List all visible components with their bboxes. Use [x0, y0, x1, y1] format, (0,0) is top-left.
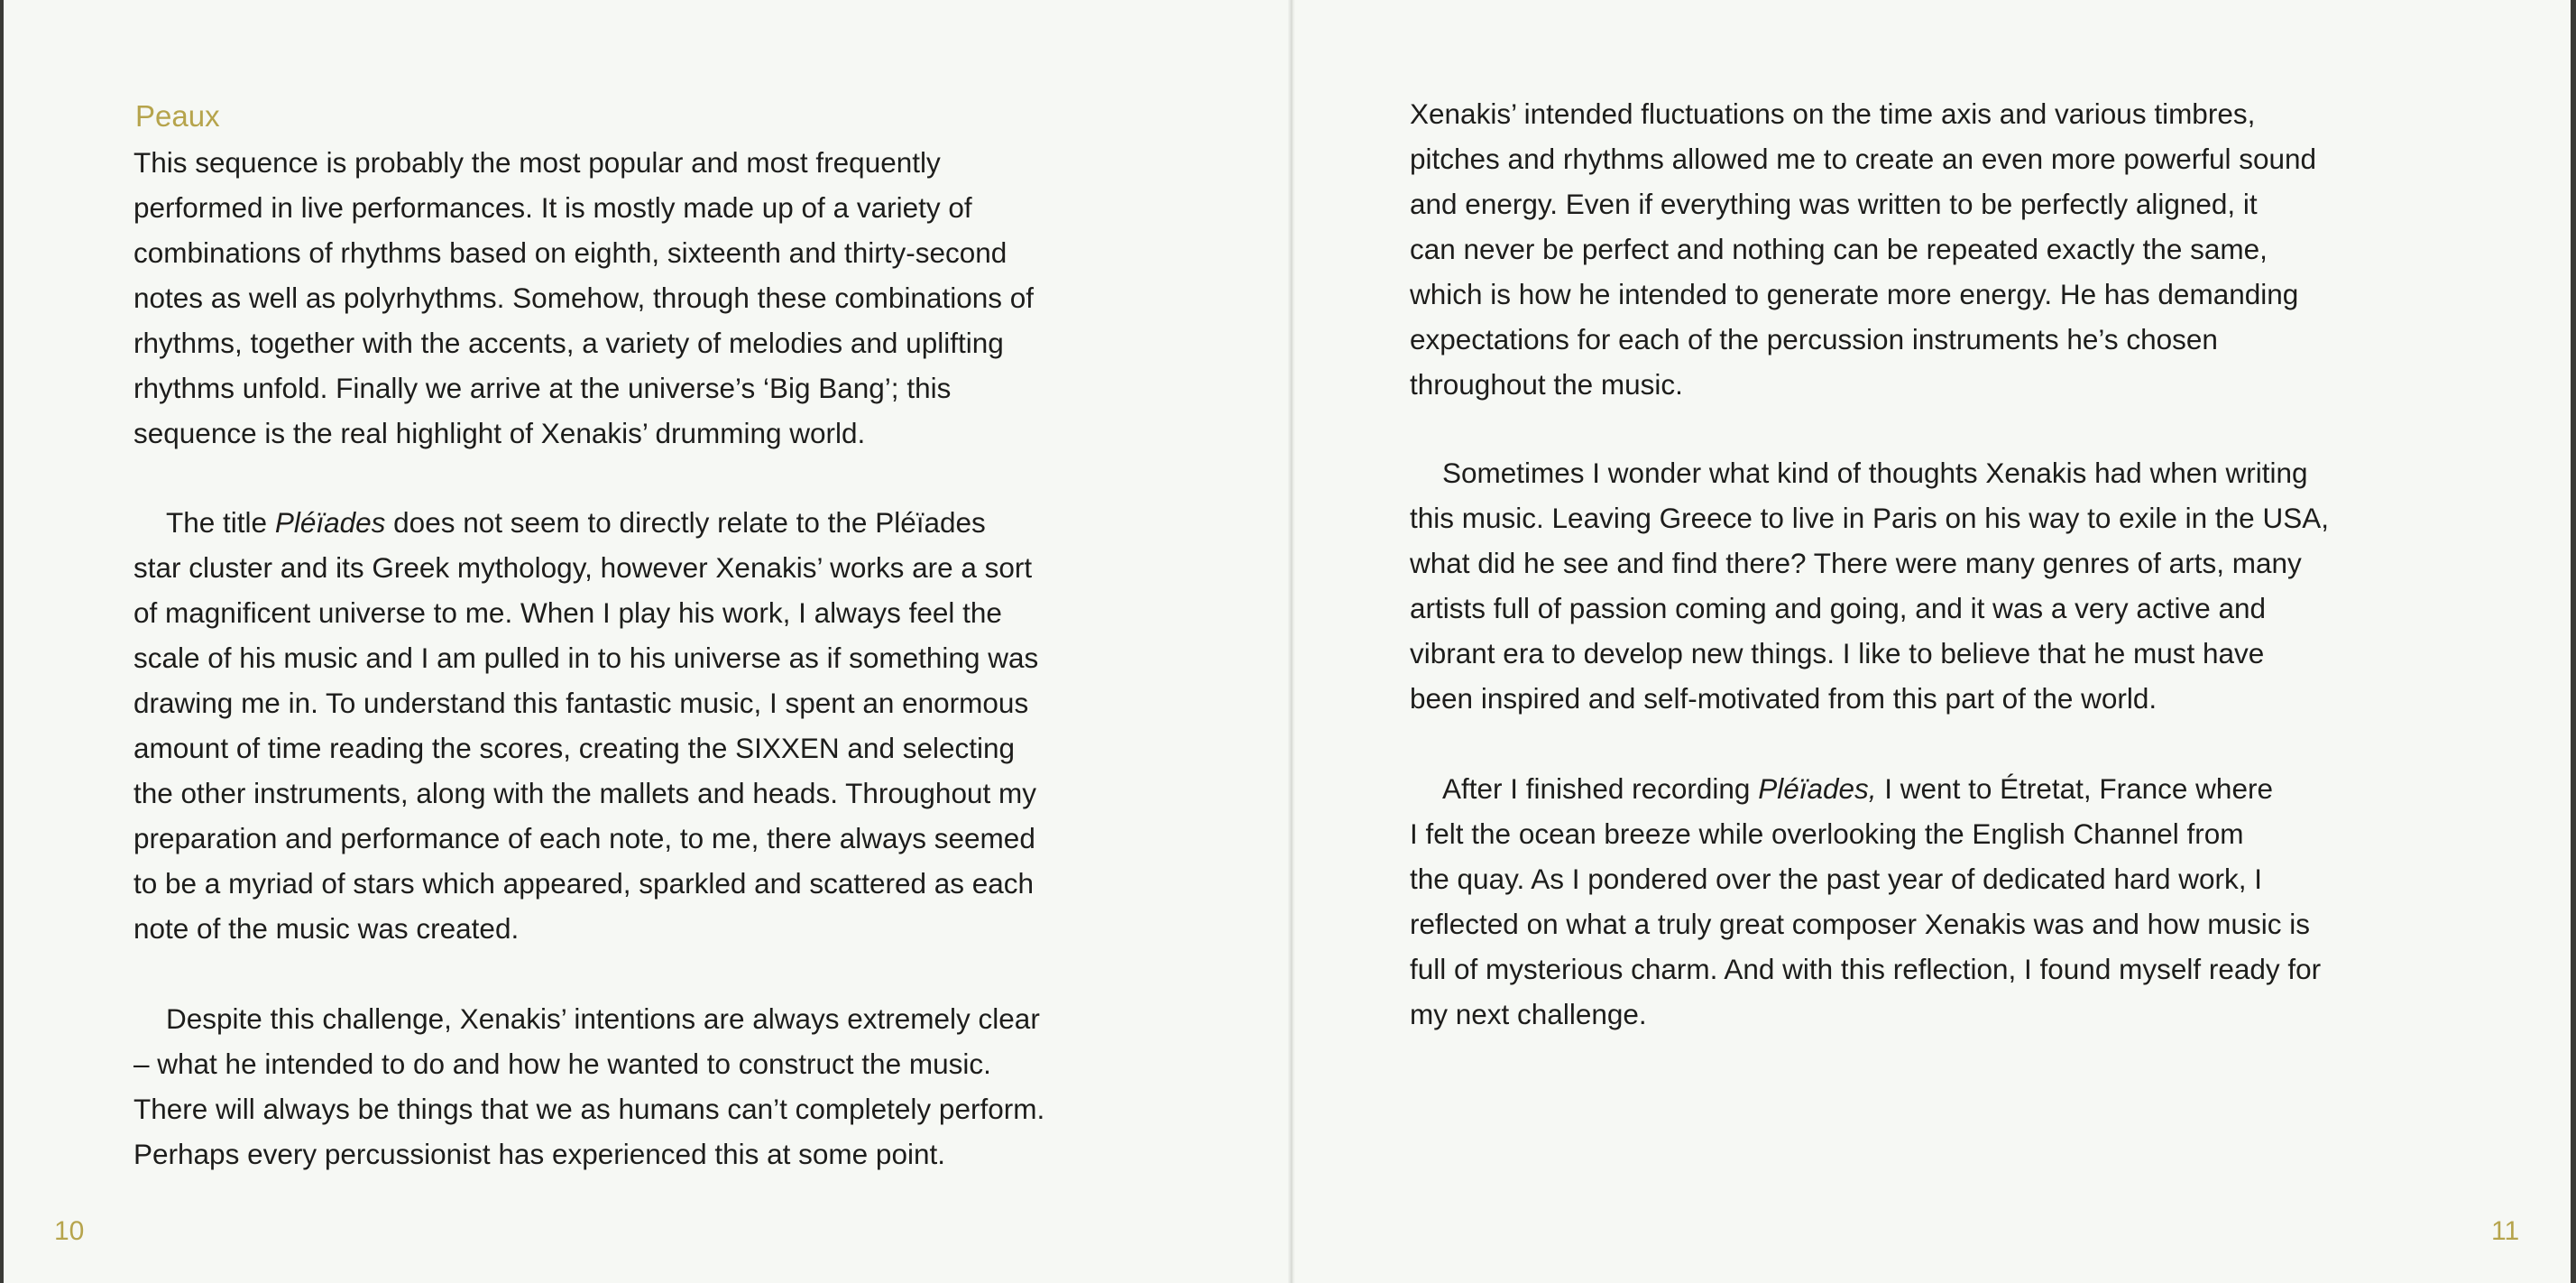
text-line: to be a myriad of stars which appeared, sparkled and scattered as each	[133, 867, 1035, 900]
text-line: performed in live performances. It is mostly made up of a variety of	[133, 191, 972, 224]
text-line: what did he see and find there? There were many genres of arts, many	[1410, 547, 2302, 579]
text-line: amount of time reading the scores, creating the SIXXEN and selecting	[133, 732, 1016, 764]
text-line: – what he intended to do and how he wanted to construct the music.	[133, 1048, 991, 1080]
page-number: 10	[54, 1216, 85, 1246]
text-line: Despite this challenge, Xenakis’ intentions are always extremely clear	[166, 1002, 1040, 1035]
text-line: Sometimes I wonder what kind of thoughts Xenakis had when writing	[1442, 457, 2308, 489]
text-line: the other instruments, along with the mallets and heads. Throughout my	[133, 777, 1036, 809]
page-number: 11	[2491, 1216, 2520, 1246]
body-paragraph	[1410, 766, 2321, 1037]
booklet-spine	[1288, 0, 1295, 1283]
text-line: Perhaps every percussionist has experienced this at some point.	[133, 1138, 945, 1170]
text-line: star cluster and its Greek mythology, however Xenakis’ works are a sort	[133, 551, 1033, 584]
text-line: vibrant era to develop new things. I like to believe that he must have	[1410, 637, 2265, 669]
italic-title: Pléïades,	[1758, 772, 1877, 805]
italic-title: Pléïades	[274, 506, 386, 539]
text-line: full of mysterious charm. And with this reflection, I found myself ready for	[1410, 953, 2322, 985]
text-line: preparation and performance of each note, to me, there always seemed	[133, 822, 1035, 854]
text-line: this music. Leaving Greece to live in Paris on his way to exile in the USA,	[1410, 502, 2329, 534]
text-line: The title Pléïades does not seem to directly relate to the Pléïades	[166, 506, 986, 539]
text-line: of magnificent universe to me. When I play his work, I always feel the	[133, 596, 1002, 629]
booklet-edge-left	[0, 0, 4, 1283]
text-line: There will always be things that we as humans can’t completely perform.	[133, 1093, 1045, 1125]
booklet-edge-right	[2571, 0, 2576, 1283]
text-line: throughout the music.	[1410, 368, 1683, 401]
text-line: artists full of passion coming and going, and it was a very active and	[1410, 592, 2267, 624]
text-line: the quay. As I pondered over the past year of dedicated hard work, I	[1410, 863, 2262, 895]
section-heading: Peaux	[135, 99, 220, 133]
text-line: After I finished recording Pléïades, I went to Étretat, France where	[1442, 772, 2273, 805]
text-line: This sequence is probably the most popular and most frequently	[133, 146, 941, 179]
text-line: my next challenge.	[1410, 998, 1647, 1030]
text-line: combinations of rhythms based on eighth, sixteenth and thirty-second	[133, 236, 1007, 269]
body-paragraph	[133, 140, 1034, 456]
text-line: note of the music was created.	[133, 912, 520, 945]
text-line: can never be perfect and nothing can be repeated exactly the same,	[1410, 233, 2268, 265]
body-paragraph	[133, 996, 1044, 1177]
body-paragraph	[1410, 91, 2316, 407]
text-line: and energy. Even if everything was written to be perfectly aligned, it	[1410, 188, 2258, 220]
text-line: I felt the ocean breeze while overlooking the English Channel from	[1410, 817, 2244, 850]
body-paragraph	[133, 500, 1038, 951]
text-line: which is how he intended to generate more energy. He has demanding	[1410, 278, 2299, 310]
text-line: reflected on what a truly great composer Xenakis was and how music is	[1410, 908, 2310, 940]
text-line: drawing me in. To understand this fantastic music, I spent an enormous	[133, 687, 1029, 719]
text-line: pitches and rhythms allowed me to create an even more powerful sound	[1410, 143, 2317, 175]
text-line: scale of his music and I am pulled in to his universe as if something was	[133, 642, 1039, 674]
text-line: Xenakis’ intended fluctuations on the time axis and various timbres,	[1410, 97, 2256, 130]
text-line: sequence is the real highlight of Xenakis’ drumming world.	[133, 417, 866, 449]
text-line: rhythms unfold. Finally we arrive at the universe’s ‘Big Bang’; this	[133, 372, 952, 404]
text-line: rhythms, together with the accents, a variety of melodies and uplifting	[133, 327, 1004, 359]
text-line: expectations for each of the percussion instruments he’s chosen	[1410, 323, 2218, 355]
text-line: notes as well as polyrhythms. Somehow, through these combinations of	[133, 282, 1035, 314]
text-line: been inspired and self-motivated from this part of the world.	[1410, 682, 2157, 715]
body-paragraph	[1410, 450, 2329, 721]
